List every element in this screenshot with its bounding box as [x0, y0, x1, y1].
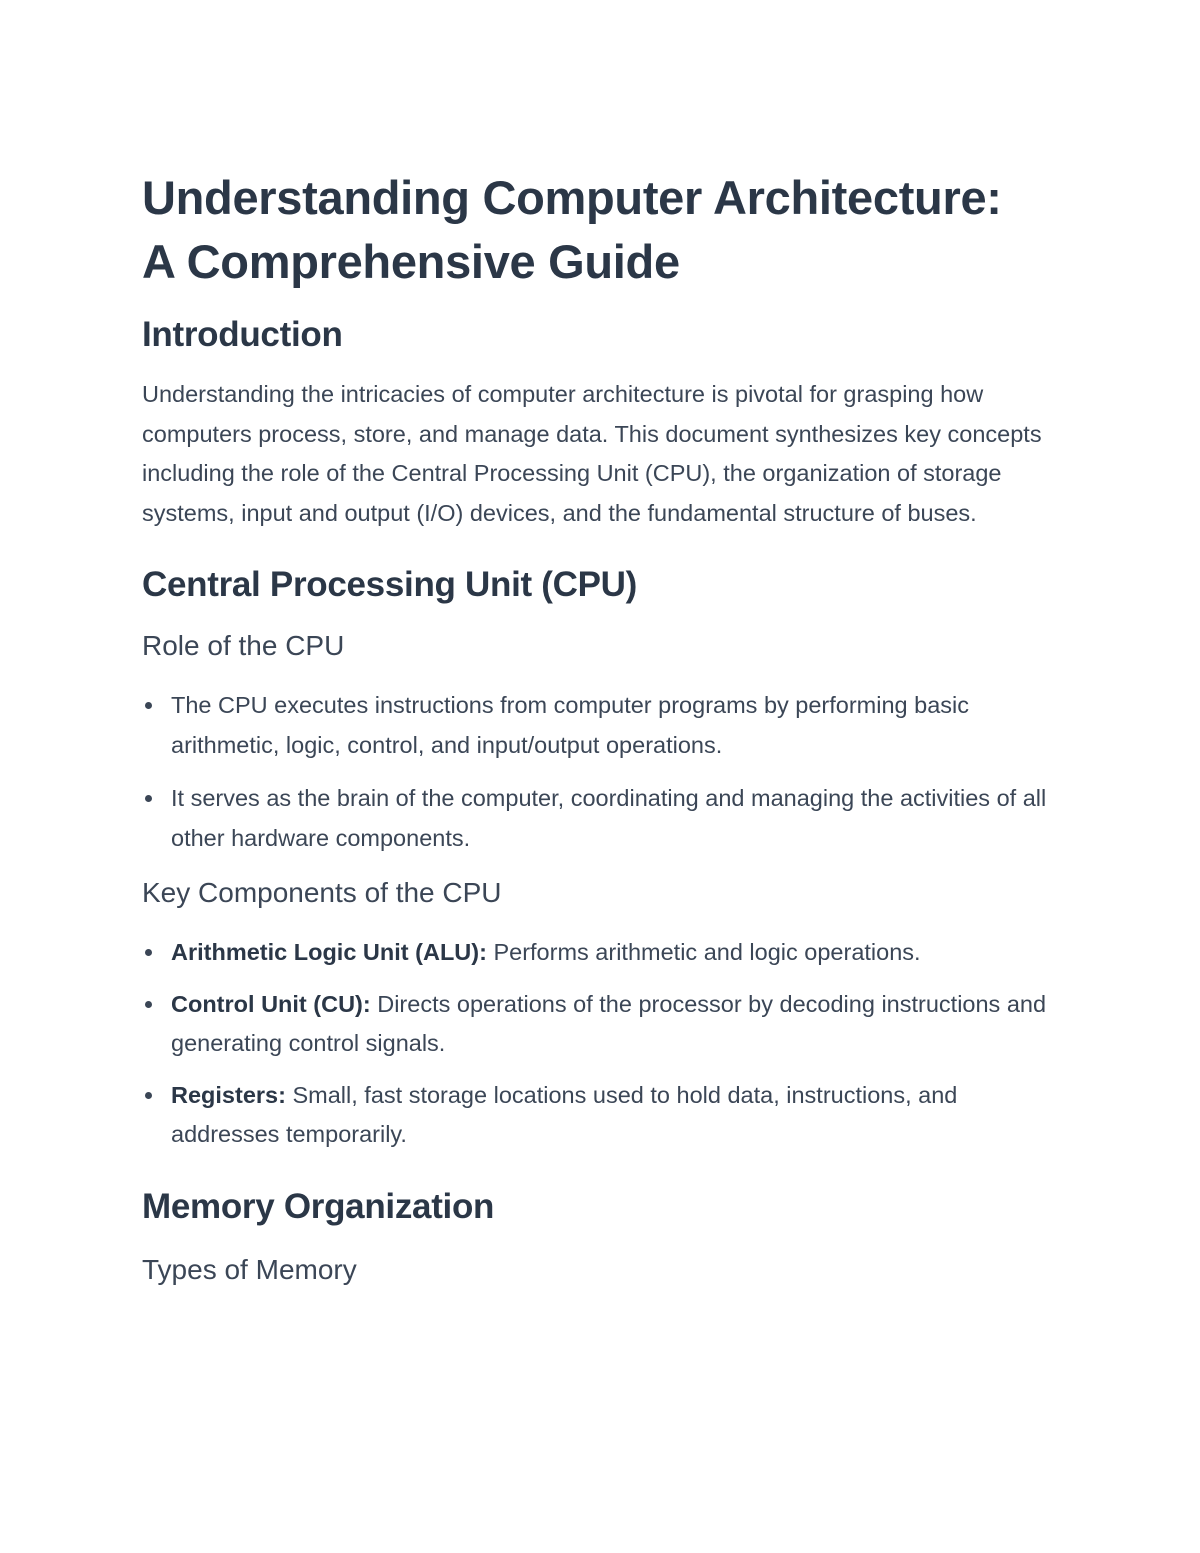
list-item	[142, 985, 1060, 1064]
list-item	[142, 779, 1060, 858]
cpu-role-heading: Role of the CPU	[142, 630, 345, 661]
memory-types-heading: Types of Memory	[142, 1253, 357, 1285]
document-title-line-1: Understanding Computer Architecture:	[142, 171, 1002, 224]
introduction-paragraph: Understanding the intricacies of computer architecture is pivotal for grasping how computers process, store, and manage data. This document synthesizes key concepts including the role of the Central Processing Unit (CPU), the organization of storage systems, input and output (I/O) devices, and the fundamental structure of buses.	[142, 381, 1042, 526]
bullet-icon	[145, 702, 152, 709]
cpu-components-heading: Key Components of the CPU	[142, 877, 502, 908]
bullet-icon	[145, 1092, 152, 1099]
bullet-icon	[145, 795, 152, 802]
bullet-icon	[145, 1001, 152, 1008]
list-item-text: The CPU executes instructions from computer programs by performing basic arithmetic, logic, control, and input/output operations.	[171, 692, 970, 758]
bullet-icon	[145, 949, 152, 956]
list-item-text: Performs arithmetic and logic operations.	[486, 939, 921, 965]
cpu-components-list	[142, 933, 1060, 1155]
document-title-line-2: A Comprehensive Guide	[142, 235, 680, 288]
memory-heading: Memory Organization	[142, 1186, 495, 1226]
list-item	[142, 686, 1060, 765]
cpu-role-list	[142, 686, 1060, 858]
list-item-term: Control Unit (CU):	[171, 990, 371, 1017]
list-item-term: Registers:	[171, 1081, 286, 1108]
list-item-text: Small, fast storage locations used to hold data, instructions, and addresses temporarily.	[171, 1081, 958, 1147]
introduction-heading: Introduction	[142, 315, 343, 354]
list-item	[142, 933, 1060, 973]
list-item-text: Directs operations of the processor by decoding instructions and generating control signals.	[171, 990, 1047, 1056]
list-item-text: It serves as the brain of the computer, coordinating and managing the activities of all other hardware components.	[171, 785, 1047, 851]
list-item	[142, 1076, 1060, 1155]
list-item-term: Arithmetic Logic Unit (ALU):	[171, 939, 487, 965]
document-title	[142, 166, 1060, 294]
cpu-heading: Central Processing Unit (CPU)	[142, 565, 637, 604]
